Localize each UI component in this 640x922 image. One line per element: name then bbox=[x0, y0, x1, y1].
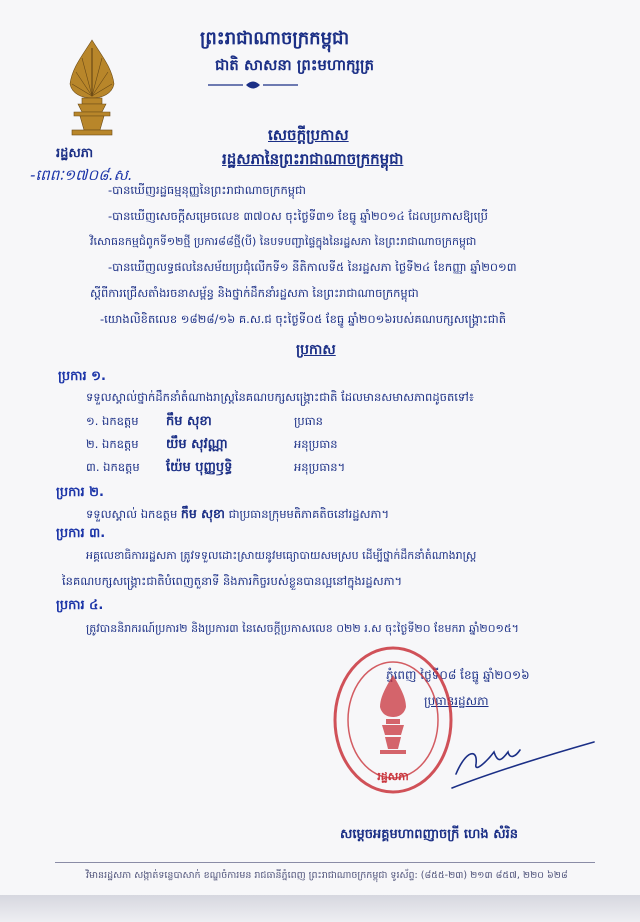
reference-number: -ពេពៈ១៧០៨.ស. bbox=[30, 166, 133, 184]
footer-address: វិមានរដ្ឋសភា សង្កាត់ទន្លេបាសាក់ ខណ្ឌចំការមន រាជធានីភ្នំពេញ ព្រះរាជាណាចក្រកម្ពុជា ទូរស័ព្ទ: (៨៥៥-២៣) ២១៣ ៨៥៧, ២២០ ៦២៨ bbox=[86, 870, 568, 881]
article-3-text: អគ្គលេខាធិការរដ្ឋសភា ត្រូវទទួលដោះស្រាយនូវមធ្យោបាយសមស្រប ដើម្បីថ្នាក់ដឹកនាំតំណាងរាស្ត្រ bbox=[86, 549, 477, 562]
ministry-name: រដ្ឋសភា bbox=[56, 146, 94, 161]
member-number: ២. ឯកឧត្តម bbox=[86, 437, 139, 451]
member-name: យឹម សុវណ្ណា bbox=[166, 437, 228, 452]
article-3-text: នៃគណបក្សសង្គ្រោះជាតិបំពេញតួនាទី និងភារកិច្ចរបស់ខ្លួនបានល្អនៅក្នុងរដ្ឋសភា។ bbox=[62, 574, 403, 588]
preamble-line: -យោងលិខិតលេខ ១៨២៨/១៦ គ.ស.ជ ចុះថ្ងៃទី០៥ ខែធ្នូ ឆ្នាំ២០១៦របស់គណបក្សសង្គ្រោះជាតិ bbox=[100, 312, 507, 326]
article-2-text bbox=[86, 506, 389, 525]
preamble-line: -បានឃើញសេចក្តីសម្រេចលេខ ៣៧០ស ចុះថ្ងៃទី៣១ ខែធ្នូ ឆ្នាំ២០១៤ ដែលប្រកាសឱ្យប្រើ bbox=[108, 209, 488, 223]
member-role: អនុប្រធាន។ bbox=[294, 460, 346, 474]
document-title: សេចក្តីប្រកាស bbox=[268, 126, 349, 144]
page-shadow bbox=[0, 895, 640, 922]
member-name: យ៉ែម បុញ្ញឫទ្ធិ bbox=[166, 460, 233, 475]
article-1-text: ទទួលស្គាល់ថ្នាក់ដឹកនាំតំណាងរាស្ត្រនៃគណបក្សសង្គ្រោះជាតិ ដែលមានសមាសភាពដូចតទៅ៖ bbox=[86, 390, 474, 404]
preamble-line: -បានឃើញលទ្ធផលនៃសម័យប្រជុំលើកទី១ នីតិកាលទី៥ នៃរដ្ឋសភា ថ្ងៃទី២៤ ខែកញ្ញា ឆ្នាំ២០១៣ bbox=[108, 260, 517, 274]
ornament-divider bbox=[208, 80, 298, 90]
proclaim-heading: ប្រកាស bbox=[296, 342, 336, 358]
article-2-prefix: ទទួលស្គាល់ ឯកឧត្តម bbox=[86, 507, 178, 521]
article-2-suffix: ជាប្រធានក្រុមមតិភាគតិចនៅរដ្ឋសភា។ bbox=[228, 507, 390, 521]
article-3-label: ប្រការ ៣. bbox=[56, 526, 106, 541]
preamble-line: វិសោធនកម្មជំពូកទី១២ថ្មី ប្រការ៨៨ថ្មី(បី) នៃបទបញ្ជាផ្ទៃក្នុងនៃរដ្ឋសភា នៃព្រះរាជាណាចក្រកម្ពុជា bbox=[90, 235, 477, 248]
signature-title: ប្រធានរដ្ឋសភា bbox=[424, 694, 489, 708]
signatory-name: សម្តេចអគ្គមហាពញាចក្រី ហេង សំរិន bbox=[340, 827, 518, 842]
preamble-line: ស្តីពីការជ្រើសតាំងរចនាសម្ព័ន្ធ និងថ្នាក់ដឹកនាំរដ្ឋសភា នៃព្រះរាជាណាចក្រកម្ពុជា bbox=[90, 286, 419, 300]
footer-divider bbox=[55, 862, 595, 863]
document-subtitle: រដ្ឋសភានៃព្រះរាជាណាចក្រកម្ពុជា bbox=[222, 150, 404, 168]
member-number: ១. ឯកឧត្តម bbox=[86, 414, 139, 428]
article-4-text: ត្រូវបាននិរាករណ៍ប្រការ២ និងប្រការ៣ នៃសេចក្តីប្រកាសលេខ ០២២ រ.ស ចុះថ្ងៃទី២០ ខែមករា ឆ្នាំ២០១៥។ bbox=[86, 622, 519, 635]
article-2-name: កឹម សុខា bbox=[180, 506, 225, 521]
handwritten-signature bbox=[448, 730, 598, 800]
kingdom-heading: ព្រះរាជាណាចក្រកម្ពុជា bbox=[200, 28, 350, 49]
seal-text: រដ្ឋសភា bbox=[377, 770, 409, 783]
member-name: កឹម សុខា bbox=[166, 414, 212, 429]
official-seal bbox=[332, 645, 454, 795]
article-4-label: ប្រការ ៤. bbox=[56, 598, 104, 613]
member-number: ៣. ឯកឧត្តម bbox=[86, 460, 140, 474]
preamble-line: -បានឃើញរដ្ឋធម្មនុញ្ញនៃព្រះរាជាណាចក្រកម្ពុជា bbox=[108, 183, 306, 197]
member-role: អនុប្រធាន bbox=[294, 437, 338, 451]
motto-heading: ជាតិ សាសនា ព្រះមហាក្សត្រ bbox=[215, 56, 374, 74]
member-role: ប្រធាន bbox=[294, 414, 323, 428]
royal-emblem-icon bbox=[52, 38, 132, 138]
signature-date: ភ្នំពេញ ថ្ងៃទី០៨ ខែធ្នូ ឆ្នាំ២០១៦ bbox=[386, 668, 530, 682]
article-2-label: ប្រការ ២. bbox=[56, 485, 104, 500]
article-1-label: ប្រការ ១. bbox=[58, 369, 106, 384]
